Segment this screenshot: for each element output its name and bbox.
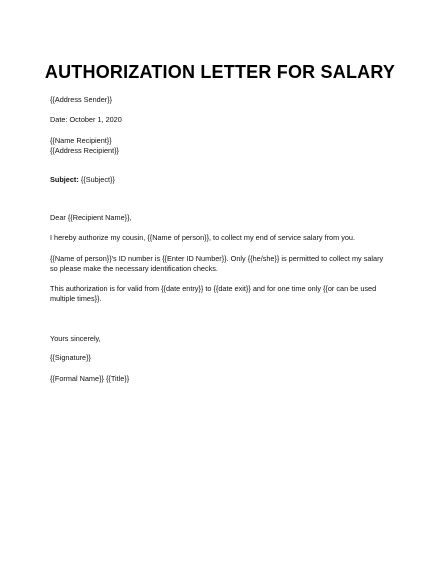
paragraph-id-line-1: {{Name of person}}'s ID number is {{Enter ID Number}}. Only {{he/she}} is permitted to collect my salary bbox=[50, 254, 384, 263]
address-recipient: {{Address Recipient}} bbox=[50, 146, 119, 155]
signature: {{Signature}} bbox=[50, 353, 91, 362]
closing: Yours sincerely, bbox=[50, 334, 101, 343]
letter-title: AUTHORIZATION LETTER FOR SALARY bbox=[44, 62, 396, 82]
letter-date: Date: October 1, 2020 bbox=[50, 115, 122, 124]
subject-value: {{Subject}} bbox=[78, 175, 115, 184]
salutation: Dear {{Recipient Name}}, bbox=[50, 213, 132, 222]
subject-line bbox=[50, 175, 400, 185]
paragraph-authorize: I hereby authorize my cousin, {{Name of person}}, to collect my end of service salary from you. bbox=[50, 233, 355, 242]
paragraph-validity-line-1: This authorization is for valid from {{date entry}} to {{date exit}} and for one time only {{or can be used bbox=[50, 284, 377, 293]
paragraph-id-line-2: so please make the necessary identification checks. bbox=[50, 264, 218, 273]
name-recipient: {{Name Recipient}} bbox=[50, 136, 112, 145]
paragraph-validity-line-2: multiple times}}. bbox=[50, 294, 102, 303]
formal-name: {{Formal Name}} {{Title}} bbox=[50, 374, 130, 383]
subject-label: Subject: bbox=[50, 175, 79, 184]
address-sender: {{Address Sender}} bbox=[50, 95, 113, 104]
